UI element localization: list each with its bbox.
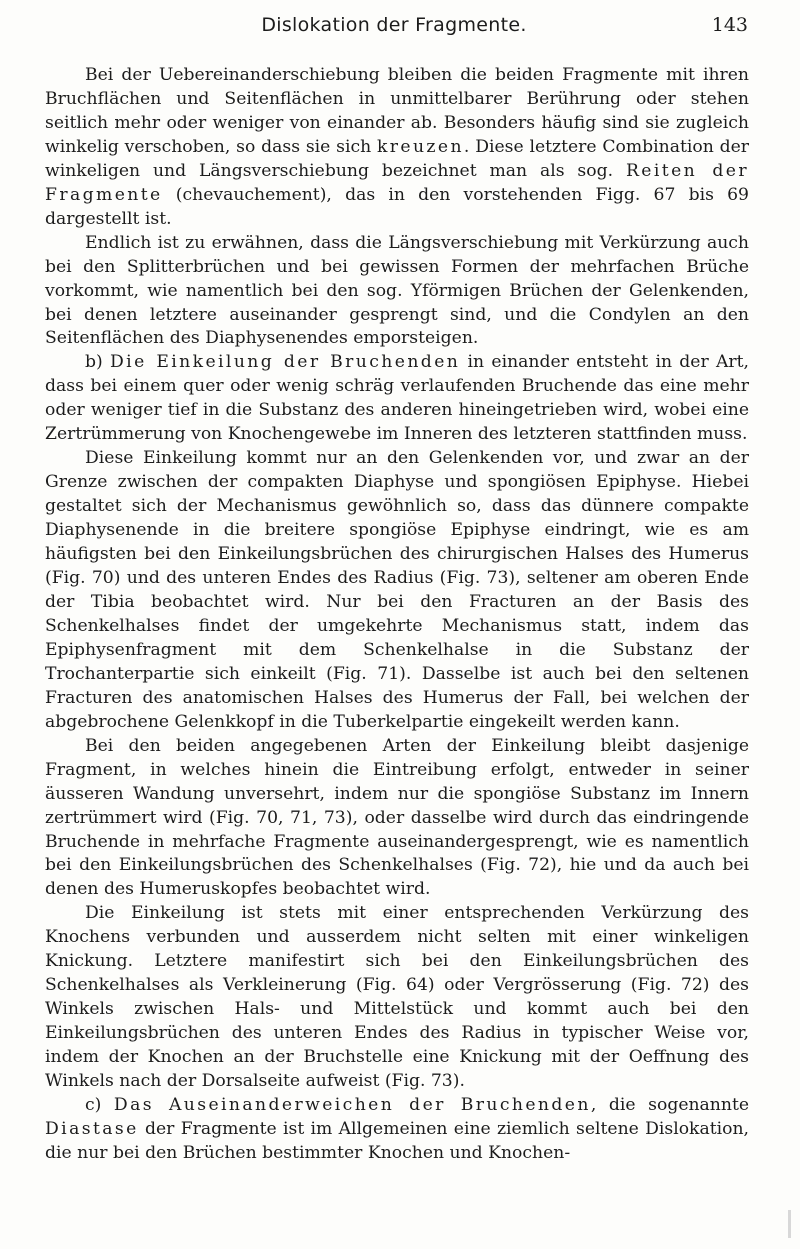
paragraph-6: [45, 902, 749, 1094]
paragraph-2: [45, 232, 749, 352]
paragraph-1-text-end: (chevauchement), das in den vorstehenden Figg. 67 bis 69 dargestellt ist.: [45, 184, 749, 229]
paragraph-5: [45, 735, 749, 903]
paragraph-1: [45, 64, 749, 232]
paragraph-3-text: in einander entsteht in der Art, dass bei einem quer oder wenig schräg verlaufenden Bruchende das eine mehr oder weniger tief in die Substanz des anderen hineingetrieben wird, wobei eine Zertrümmerung von Knochengewebe im Inneren des letzteren stattfinden muss.: [45, 352, 749, 445]
paragraph-1-text-after: . Diese letztere Combination der winkeligen und Längsverschiebung bezeichnet man als sog.: [45, 136, 749, 181]
paragraph-4: [45, 447, 749, 734]
spaced-term-reiten: Reiten der Fragmente: [45, 160, 749, 205]
paragraph-5-text: Bei den beiden angegebenen Arten der Einkeilung bleibt dasjenige Fragment, in welches hinein die Eintreibung erfolgt, entweder in seiner äusseren Wandung unversehrt, indem nur die spongiöse Substanz im Innern zertrümmert wird (Fig. 70, 71, 73), oder dasselbe wird durch das eindringende Bruchende in mehrfache Fragmente auseinandergesprengt, wie es namentlich bei den Einkeilungsbrüchen des Schenkelhalses (Fig. 72), hie und da auch bei denen des Humeruskopfes beobachtet wird.: [45, 735, 749, 900]
paragraph-3-lead: b): [85, 352, 110, 373]
running-head: [40, 8, 748, 42]
spaced-term-kreuzen: kreuzen: [376, 136, 464, 157]
running-title: Dislokation der Fragmente.: [261, 14, 527, 36]
section-heading-auseinanderweichen: Das Auseinanderweichen der Bruchenden: [113, 1094, 591, 1115]
paragraph-1-text: Bei der Uebereinanderschiebung bleiben die beiden Fragmente mit ihren Bruchflächen und Seitenflächen in unmittelbarer Berührung oder stehen seitlich mehr oder weniger von einander ab. Besonders häufig sind sie zugleich winkelig verschoben, so dass sie sich: [45, 65, 749, 157]
paragraph-7-lead: c): [85, 1094, 114, 1115]
paragraph-3: [45, 351, 749, 447]
page-number: 143: [711, 14, 748, 36]
paragraph-7-text-end: der Fragmente ist im Allgemeinen eine ziemlich seltene Dislokation, die nur bei den Brüchen bestimmter Knochen und Knochen-: [45, 1118, 749, 1163]
spaced-term-diastase: Diastase: [45, 1118, 139, 1139]
page-edge-mark: [788, 1210, 791, 1238]
paragraph-4-text: Diese Einkeilung kommt nur an den Gelenkenden vor, und zwar an der Grenze zwischen der compakten Diaphyse und spongiösen Epiphyse. Hiebei gestaltet sich der Mechanismus gewöhnlich so, dass das dünnere compakte Diaphysenende in die breitere spongiöse Epiphyse eindringt, wie es am häufigsten bei den Einkeilungsbrüchen des chirurgischen Halses des Humerus (Fig. 70) und des unteren Endes des Radius (Fig. 73), seltener am oberen Ende der Tibia beobachtet wird. Nur bei den Fracturen an der Basis des Schenkelhalses findet der umgekehrte Mechanismus statt, indem das Epiphysenfragment mit dem Schenkelhalse in die Substanz der Trochanterpartie sich einkeilt (Fig. 71). Dasselbe ist auch bei den seltenen Fracturen des anatomischen Halses des Humerus der Fall, bei welchen der abgebrochene Gelenkkopf in die Tuberkelpartie eingekeilt werden kann.: [45, 448, 749, 732]
body-text: [45, 64, 749, 1166]
paragraph-7-text: , die sogenannte: [590, 1094, 750, 1115]
section-heading-einkeilung: Die Einkeilung der Bruchenden: [110, 352, 461, 373]
paragraph-6-text: Die Einkeilung ist stets mit einer entsprechenden Verkürzung des Knochens verbunden und ausserdem nicht selten mit einer winkeligen Knickung. Letztere manifestirt sich bei den Einkeilungsbrüchen des Schenkelhalses als Verkleinerung (Fig. 64) oder Vergrösserung (Fig. 72) des Winkels zwischen Hals- und Mittelstück und kommt auch bei den Einkeilungsbrüchen des unteren Endes des Radius in typischer Weise vor, indem der Knochen an der Bruchstelle eine Knickung mit der Oeffnung des Winkels nach der Dorsalseite aufweist (Fig. 73).: [45, 903, 749, 1092]
paragraph-2-text: Endlich ist zu erwähnen, dass die Längsverschiebung mit Verkürzung auch bei den Splitterbrüchen und bei gewissen Formen der mehrfachen Brüche vorkommt, wie namentlich bei den sog. Yförmigen Brüchen der Gelenkenden, bei denen letztere auseinander gesprengt sind, und die Condylen an den Seitenflächen des Diaphysenendes emporsteigen.: [45, 232, 749, 349]
paragraph-7: [45, 1094, 749, 1166]
